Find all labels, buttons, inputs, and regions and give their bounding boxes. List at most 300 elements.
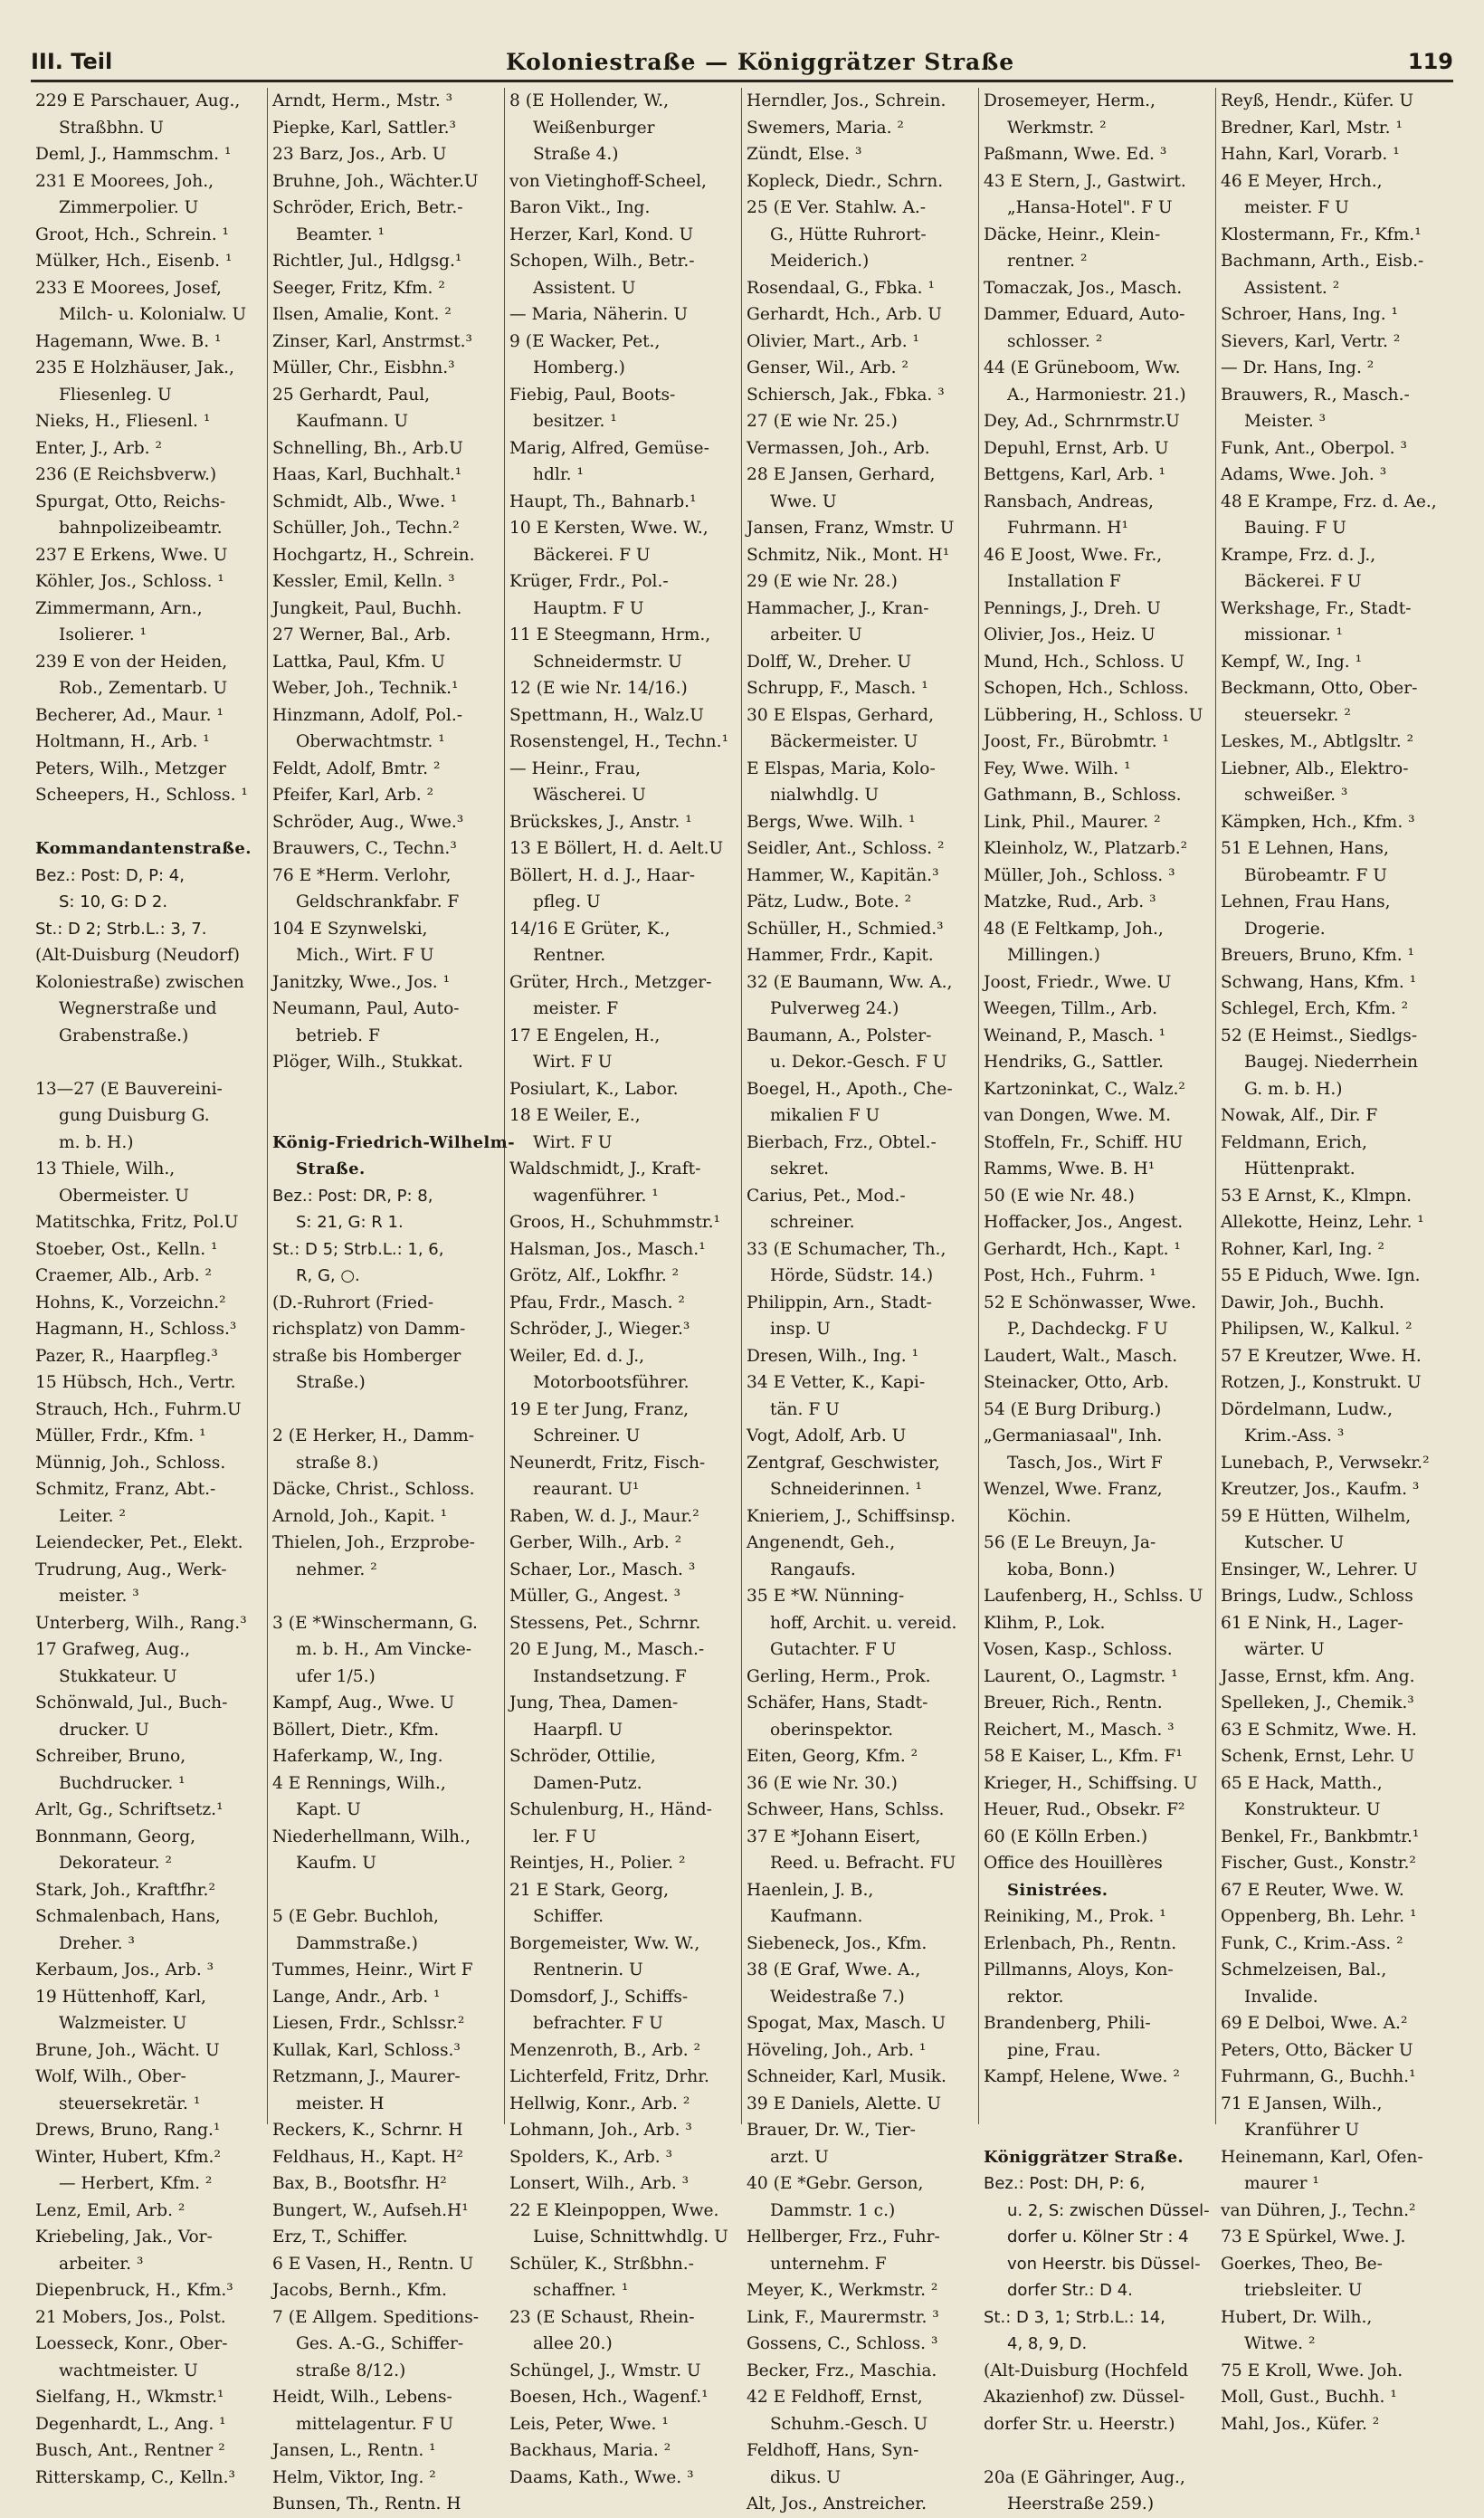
directory-entry: 65 E Hack, Matth., (1221, 1773, 1383, 1793)
directory-entry: S: 10, G: D 2. (59, 892, 168, 911)
directory-entry: Schneider, Karl, Musik. (747, 2067, 947, 2086)
directory-entry: Philippin, Arn., Stadt- (747, 1292, 932, 1312)
directory-entry: 28 E Jansen, Gerhard, (747, 465, 936, 484)
directory-entry: Plöger, Wilh., Stukkat. (272, 1053, 463, 1072)
directory-entry: Halsman, Jos., Masch.¹ (509, 1239, 706, 1259)
directory-entry: Rotzen, J., Konstrukt. U (1221, 1373, 1422, 1392)
directory-entry: Jasse, Ernst, kfm. Ang. (1221, 1666, 1415, 1686)
directory-entry: Hagemann, Wwe. B. ¹ (35, 331, 222, 351)
directory-entry: Loesseck, Konr., Ober- (35, 2334, 228, 2353)
directory-entry: 52 (E Heimst., Siedlgs- (1221, 1025, 1418, 1045)
directory-entry: Eiten, Georg, Kfm. ² (747, 1747, 918, 1766)
directory-entry: Schröder, Aug., Wwe.³ (272, 812, 464, 832)
directory-entry: Schenk, Ernst, Lehr. U (1221, 1747, 1415, 1766)
directory-entry: Schnelling, Bh., Arb.U (272, 438, 463, 458)
directory-entry: Pazer, R., Haarpfleg.³ (35, 1346, 218, 1366)
directory-entry: Raben, W. d. J., Maur.² (509, 1506, 699, 1526)
directory-entry: 231 E Moorees, Joh., (35, 171, 214, 191)
directory-entry: Lunebach, P., Verwsekr.² (1221, 1453, 1430, 1473)
directory-entry: Dördelmann, Ludw., (1221, 1399, 1394, 1419)
directory-entry: arbeiter. ³ (59, 2254, 144, 2274)
directory-entry: Beamter. ¹ (296, 224, 385, 244)
directory-entry: Genser, Wil., Arb. ² (747, 358, 908, 377)
directory-entry: Müller, Joh., Schloss. ³ (984, 865, 1175, 885)
directory-entry: richsplatz) von Damm- (272, 1320, 466, 1339)
directory-entry: Hendriks, G., Sattler. (984, 1053, 1164, 1072)
directory-entry: Schulenburg, H., Händ- (509, 1800, 712, 1819)
directory-entry: Nowak, Alf., Dir. F (1221, 1106, 1378, 1125)
directory-entry: — Heinr., Frau, (509, 758, 641, 778)
directory-entry: Zündt, Else. ³ (747, 145, 862, 164)
directory-entry: Laufenberg, H., Schlss. U (984, 1587, 1203, 1606)
directory-entry: Straßbhn. U (59, 118, 164, 138)
directory-entry: Liesen, Frdr., Schlssr.² (272, 2014, 465, 2033)
directory-entry: Schüler, K., Strßbhn.- (509, 2254, 694, 2274)
directory-column (979, 88, 1216, 2513)
directory-entry: Brauwers, C., Techn.³ (272, 839, 457, 858)
directory-entry: Hagmann, H., Schloss.³ (35, 1320, 237, 1339)
spacer (272, 1397, 499, 1424)
directory-entry: Konstrukteur. U (1244, 1800, 1381, 1819)
directory-entry: 8 (E Hollender, W., (509, 91, 670, 110)
directory-entry: Laudert, Walt., Masch. (984, 1346, 1178, 1366)
directory-entry: Weidestraße 7.) (770, 1987, 905, 2007)
directory-entry: allee 20.) (533, 2334, 613, 2353)
directory-entry: Köhler, Jos., Schloss. ¹ (35, 572, 224, 591)
directory-entry: A., Harmoniestr. 21.) (1007, 385, 1186, 405)
directory-entry: Trudrung, Aug., Werk- (35, 1559, 227, 1579)
directory-entry: Haenlein, J. B., (747, 1880, 874, 1900)
directory-entry: Schneiderinnen. ¹ (770, 1480, 922, 1499)
directory-entry: Klostermann, Fr., Kfm.¹ (1221, 224, 1422, 244)
directory-entry: Brauer, Dr. W., Tier- (747, 2121, 916, 2140)
directory-entry: Haarpfl. U (533, 1720, 623, 1740)
directory-entry: 29 (E wie Nr. 28.) (747, 572, 898, 591)
directory-entry: 73 E Spürkel, Wwe. J. (1221, 2227, 1406, 2246)
directory-entry: straße 8/12.) (296, 2361, 406, 2380)
directory-entry: Rentnerin. U (533, 1960, 643, 1979)
directory-entry: schlosser. ² (1007, 331, 1103, 351)
page-title: Koloniestraße — Königgrätzer Straße (505, 48, 1015, 75)
directory-entry: Hellwig, Konr., Arb. ² (509, 2094, 690, 2113)
spacer (272, 1076, 499, 1103)
directory-entry: 17 Grafweg, Aug., (35, 1640, 191, 1659)
directory-entry: Pillmanns, Aloys, Kon- (984, 1960, 1174, 1979)
directory-entry: Drosemeyer, Herm., (984, 91, 1156, 110)
directory-entry: wagenführer. ¹ (533, 1186, 659, 1206)
directory-entry: 19 E ter Jung, Franz, (509, 1399, 690, 1419)
directory-entry: Klihm, P., Lok. (984, 1613, 1106, 1633)
directory-entry: 104 E Szynwelski, (272, 919, 428, 939)
directory-entry: Richtler, Jul., Hdlgsg.¹ (272, 252, 462, 271)
directory-entry: Tomaczak, Jos., Masch. (984, 278, 1183, 298)
directory-entry: Schopen, Wilh., Betr.- (509, 252, 695, 271)
directory-entry: Kutscher. U (1244, 1533, 1345, 1552)
directory-entry: Heidt, Wilh., Lebens- (272, 2388, 452, 2407)
directory-entry: Wirt. F U (533, 1132, 613, 1152)
directory-entry: Domsdorf, J., Schiffs- (509, 1987, 689, 2007)
directory-entry: drucker. U (59, 1720, 149, 1740)
directory-entry: gung Duisburg G. (59, 1106, 210, 1125)
directory-entry: Reintjes, H., Polier. ² (509, 1854, 686, 1873)
directory-entry: Vogt, Adolf, Arb. U (747, 1426, 907, 1445)
directory-entry: 35 E *W. Nünning- (747, 1587, 905, 1606)
directory-entry: Beckmann, Otto, Ober- (1221, 679, 1418, 698)
directory-entry: Groos, H., Schuhmmstr.¹ (509, 1213, 721, 1232)
directory-entry: Janitzky, Wwe., Jos. ¹ (272, 972, 451, 992)
directory-entry: Mülker, Hch., Eisenb. ¹ (35, 252, 233, 271)
directory-entry: Lohmann, Joh., Arb. ³ (509, 2121, 692, 2140)
directory-entry: Marig, Alfred, Gemüse- (509, 438, 709, 458)
directory-entry: Meister. ³ (1244, 412, 1327, 431)
directory-entry: Gerling, Herm., Prok. (747, 1666, 931, 1686)
directory-entry: maurer ¹ (1244, 2174, 1319, 2193)
directory-entry: schaffner. ¹ (533, 2281, 629, 2300)
street-heading: König-Friedrich-Wilhelm- (272, 1132, 515, 1152)
directory-entry: tän. F U (770, 1399, 840, 1419)
directory-entry: Heerstraße 259.) (1007, 2494, 1155, 2513)
directory-entry: 44 (E Grüneboom, Ww. (984, 358, 1181, 377)
directory-entry: wärter. U (1244, 1640, 1325, 1659)
directory-entry: Reed. u. Befracht. FU (770, 1854, 956, 1873)
directory-entry: Hoffacker, Jos., Angest. (984, 1213, 1184, 1232)
directory-entry: Schreiner. U (533, 1426, 641, 1445)
directory-entry: dikus. U (770, 2467, 842, 2487)
directory-entry: ler. F U (533, 1827, 597, 1846)
directory-entry: Laurent, O., Lagmstr. ¹ (984, 1666, 1178, 1686)
directory-entry: Angenendt, Geh., (747, 1533, 896, 1552)
directory-entry: Link, F., Maurermstr. ³ (747, 2307, 939, 2327)
directory-entry: Herzer, Karl, Kond. U (509, 224, 694, 244)
directory-entry: Oberwachtmstr. ¹ (296, 732, 445, 751)
directory-entry: Leis, Peter, Wwe. ¹ (509, 2414, 669, 2434)
directory-entry: Rohner, Karl, Ing. ² (1221, 1239, 1384, 1259)
directory-column (742, 88, 979, 2513)
directory-entry: 14/16 E Grüter, K., (509, 919, 671, 939)
directory-entry: Enter, J., Arb. ² (35, 438, 162, 458)
directory-entry: Weinand, P., Masch. ¹ (984, 1025, 1166, 1045)
directory-entry: Reichert, M., Masch. ³ (984, 1720, 1175, 1740)
directory-entry: Witwe. ² (1244, 2334, 1316, 2353)
directory-entry: Hubert, Dr. Wilh., (1221, 2307, 1373, 2327)
directory-entry: Schuhm.-Gesch. U (770, 2414, 928, 2434)
directory-entry: Olivier, Jos., Heiz. U (984, 625, 1156, 644)
directory-entry: 11 E Steegmann, Hrm., (509, 625, 711, 644)
directory-entry: Brune, Joh., Wächt. U (35, 2040, 220, 2060)
directory-entry: arzt. U (770, 2147, 829, 2167)
directory-entry: Unterberg, Wilh., Rang.³ (35, 1613, 247, 1633)
directory-entry: 54 (E Burg Driburg.) (984, 1399, 1162, 1419)
directory-entry: Spelleken, J., Chemik.³ (1221, 1693, 1414, 1712)
directory-entry: 52 E Schönwasser, Wwe. (984, 1292, 1197, 1312)
directory-entry: Daams, Kath., Wwe. ³ (509, 2467, 694, 2487)
directory-entry: Paßmann, Wwe. Ed. ³ (984, 145, 1167, 164)
directory-entry: Dreher. ³ (59, 1933, 135, 1953)
directory-entry: Schmitz, Nik., Mont. H¹ (747, 545, 950, 565)
directory-entry: Strauch, Hch., Fuhrm.U (35, 1399, 242, 1419)
directory-entry: Pennings, J., Dreh. U (984, 598, 1161, 618)
street-heading: Straße. (296, 1159, 366, 1178)
directory-entry: Leiendecker, Pet., Elekt. (35, 1533, 243, 1552)
directory-entry: Reyß, Hendr., Küfer. U (1221, 91, 1414, 110)
directory-entry: Grötz, Alf., Lokfhr. ² (509, 1266, 680, 1285)
directory-entry: Olivier, Mart., Arb. ¹ (747, 331, 919, 351)
directory-entry: von Vietinghoff-Scheel, (509, 171, 707, 191)
directory-entry: Adams, Wwe. Joh. ³ (1221, 465, 1387, 484)
directory-entry: Sievers, Karl, Vertr. ² (1221, 331, 1401, 351)
directory-entry: Kaufmann. (770, 1907, 863, 1926)
spacer (984, 2091, 1211, 2118)
directory-entry: Kerbaum, Jos., Arb. ³ (35, 1960, 214, 1979)
directory-entry: Peters, Otto, Bäcker U (1221, 2040, 1413, 2060)
directory-entry: Neunerdt, Fritz, Fisch- (509, 1453, 706, 1473)
directory-entry: Feldmann, Erich, (1221, 1132, 1367, 1152)
spacer (272, 1102, 499, 1130)
directory-entry: Joost, Fr., Bürobmtr. ¹ (984, 732, 1170, 751)
spacer (35, 809, 262, 836)
directory-entry: Fiebig, Paul, Boots- (509, 385, 676, 405)
directory-entry: Rob., Zementarb. U (59, 679, 228, 698)
directory-entry: Kempf, W., Ing. ¹ (1221, 652, 1363, 672)
directory-entry: Werkshage, Fr., Stadt- (1221, 598, 1412, 618)
directory-entry: Wolf, Wilh., Ober- (35, 2067, 186, 2086)
directory-entry: Schüngel, J., Wmstr. U (509, 2361, 701, 2380)
directory-entry: 56 (E Le Breuyn, Ja- (984, 1533, 1156, 1552)
directory-entry: Rentner. (533, 946, 606, 965)
directory-entry: Krampe, Frz. d. J., (1221, 545, 1376, 565)
directory-entry: Schönwald, Jul., Buch- (35, 1693, 228, 1712)
directory-entry: Damen-Putz. (533, 1773, 642, 1793)
directory-entry: Siebeneck, Jos., Kfm. (747, 1933, 928, 1953)
directory-entry: Tasch, Jos., Wirt F (1007, 1453, 1163, 1473)
directory-entry: Jansen, Franz, Wmstr. U (747, 519, 955, 538)
directory-columns (31, 88, 1453, 2513)
directory-entry: meister. F (533, 999, 619, 1018)
directory-entry: Dawir, Joh., Buchh. (1221, 1292, 1384, 1312)
directory-entry: 12 (E wie Nr. 14/16.) (509, 679, 688, 698)
directory-entry: nehmer. ² (296, 1559, 377, 1579)
directory-entry: Wäscherei. U (533, 786, 646, 805)
page-header (31, 43, 1453, 82)
directory-entry: Kampf, Helene, Wwe. ² (984, 2067, 1180, 2086)
directory-entry: Dekorateur. ² (59, 1854, 172, 1873)
directory-entry: Schiersch, Jak., Fbka. ³ (747, 385, 945, 405)
directory-entry: Lattka, Paul, Kfm. U (272, 652, 445, 672)
directory-entry: ufer 1/5.) (296, 1666, 376, 1686)
directory-entry: 60 (E Kölln Erben.) (984, 1827, 1148, 1846)
directory-entry: P., Dachdeckg. F U (1007, 1320, 1168, 1339)
directory-entry: Kranführer U (1244, 2121, 1360, 2140)
directory-entry: bahnpolizeibeamtr. (59, 519, 223, 538)
directory-entry: G. m. b. H.) (1244, 1079, 1343, 1099)
directory-entry: Retzmann, J., Maurer- (272, 2067, 461, 2086)
directory-entry: Seeger, Fritz, Kfm. ² (272, 278, 445, 298)
directory-entry: Winter, Hubert, Kfm.² (35, 2147, 221, 2167)
directory-entry: straße bis Homberger (272, 1346, 461, 1366)
directory-entry: Carius, Pet., Mod.- (747, 1186, 906, 1206)
directory-entry: Däcke, Heinr., Klein- (984, 224, 1161, 244)
directory-entry: Straße 4.) (533, 145, 619, 164)
directory-entry: 53 E Arnst, K., Klmpn. (1221, 1186, 1413, 1206)
directory-entry: Bredner, Karl, Mstr. ¹ (1221, 118, 1403, 138)
directory-entry: Philipsen, W., Kalkul. ² (1221, 1320, 1413, 1339)
directory-entry: Mund, Hch., Schloss. U (984, 652, 1184, 672)
directory-entry: Ensinger, W., Lehrer. U (1221, 1559, 1418, 1579)
directory-entry: Bungert, W., Aufseh.H¹ (272, 2200, 469, 2220)
directory-entry: 36 (E wie Nr. 30.) (747, 1773, 898, 1793)
directory-entry: 4 E Rennings, Wilh., (272, 1773, 446, 1793)
directory-entry: 229 E Parschauer, Aug., (35, 91, 241, 110)
directory-entry: 71 E Jansen, Wilh., (1221, 2094, 1383, 2113)
directory-entry: Kampf, Aug., Wwe. U (272, 1693, 455, 1712)
directory-entry: Schmitz, Franz, Abt.- (35, 1480, 216, 1499)
directory-entry: Wenzel, Wwe. Franz, (984, 1480, 1163, 1499)
directory-entry: 51 E Lehnen, Hans, (1221, 839, 1389, 858)
directory-entry: 236 (E Reichsbverw.) (35, 465, 217, 484)
directory-entry: — Maria, Näherin. U (509, 305, 689, 324)
directory-entry: 2 (E Herker, H., Damm- (272, 1426, 475, 1445)
directory-entry: S: 21, G: R 1. (296, 1213, 404, 1232)
directory-entry: Assistent. ² (1244, 278, 1340, 298)
directory-entry: Schüller, Joh., Techn.² (272, 519, 460, 538)
directory-entry: Schneidermstr. U (533, 652, 682, 672)
directory-entry: Brings, Ludw., Schloss (1221, 1587, 1413, 1606)
directory-entry: Pulverweg 24.) (770, 999, 899, 1018)
directory-entry: Link, Phil., Maurer. ² (984, 812, 1161, 832)
directory-entry: Stark, Joh., Kraftfhr.² (35, 1880, 215, 1900)
directory-entry: Akazienhof) zw. Düssel- (984, 2388, 1185, 2407)
directory-entry: Feldt, Adolf, Bmtr. ² (272, 758, 441, 778)
directory-entry: Pfeifer, Karl, Arb. ² (272, 786, 434, 805)
directory-entry: 39 E Daniels, Alette. U (747, 2094, 942, 2113)
spacer (272, 1583, 499, 1610)
directory-entry: 30 E Elspas, Gerhard, (747, 705, 934, 725)
directory-entry: unternehm. F (770, 2254, 887, 2274)
directory-entry: Milch- u. Kolonialw. U (59, 305, 247, 324)
directory-entry: 21 E Stark, Georg, (509, 1880, 670, 1900)
directory-entry: Müller, Frdr., Kfm. ¹ (35, 1426, 206, 1445)
directory-entry: Arndt, Herm., Mstr. ³ (272, 91, 453, 110)
directory-entry: 20 E Jung, M., Masch.- (509, 1640, 705, 1659)
directory-entry: oberinspektor. (770, 1720, 894, 1740)
directory-entry: Arlt, Gg., Schriftsetz.¹ (35, 1800, 224, 1819)
directory-entry: Hellberger, Frz., Fuhr- (747, 2227, 940, 2246)
directory-entry: 38 (E Graf, Wwe. A., (747, 1960, 921, 1979)
directory-entry: Bonnmann, Georg, (35, 1827, 196, 1846)
directory-entry: triebsleiter. U (1244, 2281, 1363, 2300)
directory-entry: Becherer, Ad., Maur. ¹ (35, 705, 224, 725)
directory-entry: Werkmstr. ² (1007, 118, 1107, 138)
directory-entry: Haas, Karl, Buchhalt.¹ (272, 465, 462, 484)
directory-entry: Bäckermeister. U (770, 732, 918, 751)
directory-entry: Köchin. (1007, 1506, 1071, 1526)
spacer (35, 1049, 262, 1076)
directory-entry: Sielfang, H., Wkmstr.¹ (35, 2388, 224, 2407)
directory-entry: Wirt. F U (533, 1053, 613, 1072)
directory-entry: Weegen, Tillm., Arb. (984, 999, 1158, 1018)
directory-entry: Lenz, Emil, Arb. ² (35, 2200, 186, 2220)
directory-entry: koba, Bonn.) (1007, 1559, 1116, 1579)
directory-entry: Invalide. (1244, 1987, 1318, 2007)
directory-entry: Jungkeit, Paul, Buchh. (272, 598, 462, 618)
directory-entry: Grabenstraße.) (59, 1025, 189, 1045)
directory-entry: Allekotte, Heinz, Lehr. ¹ (1221, 1213, 1424, 1232)
directory-entry: Schweer, Hans, Schlss. (747, 1800, 945, 1819)
directory-entry: Weißenburger (533, 118, 655, 138)
directory-entry: Hammer, Frdr., Kapit. (747, 946, 934, 965)
directory-entry: Kapt. U (296, 1800, 361, 1819)
directory-entry: missionar. ¹ (1244, 625, 1343, 644)
directory-entry: Heuer, Rud., Obsekr. F² (984, 1800, 1185, 1819)
directory-entry: Bruhne, Joh., Wächter.U (272, 171, 479, 191)
directory-entry: Degenhardt, L., Ang. ¹ (35, 2414, 226, 2434)
directory-entry: dorfer u. Kölner Str : 4 (1007, 2227, 1189, 2246)
directory-entry: „Germaniasaal", Inh. (984, 1426, 1163, 1445)
directory-entry: Schroer, Hans, Ing. ¹ (1221, 305, 1399, 324)
directory-entry: Brandenberg, Phili- (984, 2014, 1151, 2033)
directory-entry: Gerhardt, Hch., Kapt. ¹ (984, 1239, 1181, 1259)
directory-entry: 46 E Joost, Wwe. Fr., (984, 545, 1163, 565)
directory-entry: Schrupp, F., Masch. ¹ (747, 679, 928, 698)
directory-column (1216, 88, 1453, 2434)
directory-entry: Bez.: Post: DR, P: 8, (272, 1186, 433, 1206)
directory-entry: 22 E Kleinpoppen, Wwe. (509, 2200, 719, 2220)
directory-entry: hoff, Archit. u. vereid. (770, 1613, 957, 1633)
directory-entry: 58 E Kaiser, L., Kfm. F¹ (984, 1747, 1183, 1766)
directory-entry: 27 Werner, Bal., Arb. (272, 625, 452, 644)
directory-entry: 40 (E *Gebr. Gerson, (747, 2174, 924, 2193)
directory-entry: 21 Mobers, Jos., Polst. (35, 2307, 226, 2327)
directory-entry: 69 E Delboi, Wwe. A.² (1221, 2014, 1408, 2033)
directory-entry: 42 E Feldhoff, Ernst, (747, 2388, 923, 2407)
directory-entry: Boegel, H., Apoth., Che- (747, 1079, 953, 1099)
directory-entry: Diepenbruck, H., Kfm.³ (35, 2281, 233, 2300)
directory-entry: dorfer Str.: D 4. (1007, 2281, 1133, 2300)
directory-entry: 233 E Moorees, Josef, (35, 278, 222, 298)
directory-entry: Lange, Andr., Arb. ¹ (272, 1987, 441, 2007)
directory-entry: Schopen, Hch., Schloss. (984, 679, 1189, 698)
directory-entry: Luise, Schnittwhdlg. U (533, 2227, 728, 2246)
directory-entry: Hüttenprakt. (1244, 1159, 1356, 1178)
directory-entry: Rosendaal, G., Fbka. ¹ (747, 278, 935, 298)
directory-entry: Erz, T., Schiffer. (272, 2227, 408, 2246)
directory-entry: (Alt-Duisburg (Neudorf) (35, 946, 240, 965)
directory-entry: steuersekr. ² (1244, 705, 1351, 725)
directory-entry: reaurant. U¹ (533, 1480, 640, 1499)
directory-entry: Bäckerei. F U (1244, 572, 1362, 591)
directory-entry: Hammer, W., Kapitän.³ (747, 865, 939, 885)
directory-entry: 33 (E Schumacher, Th., (747, 1239, 947, 1259)
directory-entry: Schüller, H., Schmied.³ (747, 919, 944, 939)
directory-entry: 7 (E Allgem. Speditions- (272, 2307, 480, 2327)
directory-entry: Jansen, L., Rentn. ¹ (272, 2441, 436, 2460)
directory-entry: Oppenberg, Bh. Lehr. ¹ (1221, 1907, 1417, 1926)
directory-entry: Stoffeln, Fr., Schiff. HU (984, 1132, 1184, 1152)
directory-entry: m. b. H., Am Vincke- (296, 1640, 472, 1659)
directory-entry: Post, Hch., Fuhrm. ¹ (984, 1266, 1156, 1285)
directory-entry: — Dr. Hans, Ing. ² (1221, 358, 1375, 377)
directory-entry: Hochgartz, H., Schrein. (272, 545, 475, 565)
directory-entry: steuersekretär. ¹ (59, 2094, 201, 2113)
directory-entry: Meyer, K., Werkmstr. ² (747, 2281, 938, 2300)
directory-entry: 25 (E Ver. Stahlw. A.- (747, 198, 927, 217)
directory-entry: Goerkes, Theo, Be- (1221, 2254, 1383, 2274)
directory-entry: Dresen, Wilh., Ing. ¹ (747, 1346, 919, 1366)
directory-entry: 23 (E Schaust, Rhein- (509, 2307, 695, 2327)
directory-entry: Wegnerstraße und (59, 999, 217, 1018)
directory-entry: Baron Vikt., Ing. (509, 198, 651, 217)
directory-entry: 23 Barz, Jos., Arb. U (272, 145, 447, 164)
